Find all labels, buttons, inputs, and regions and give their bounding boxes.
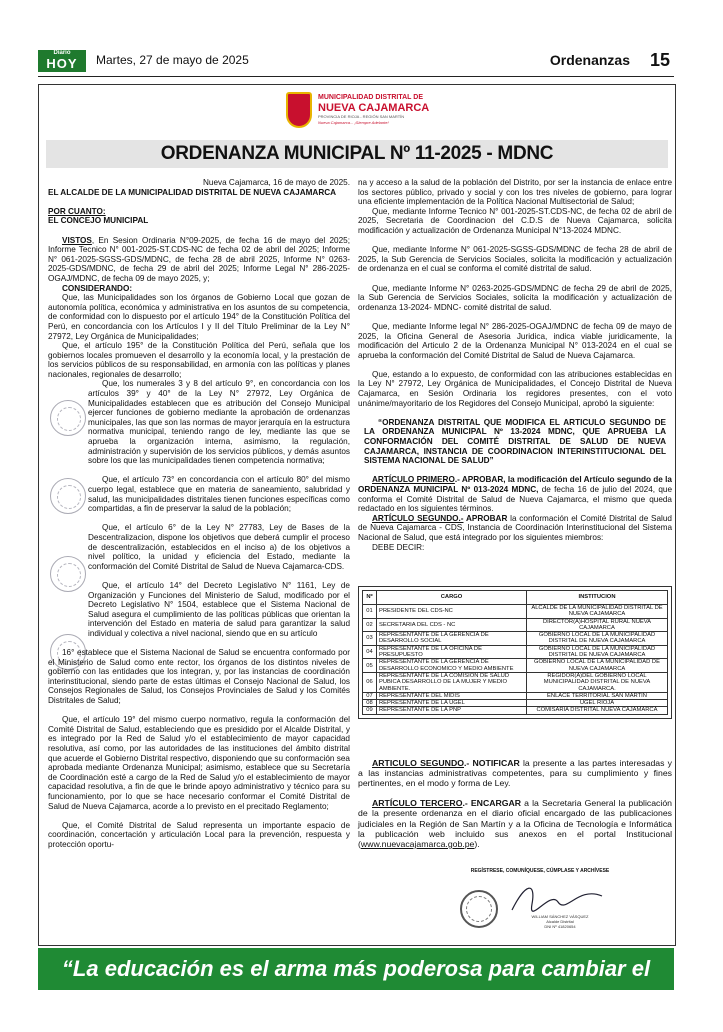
article-bold: APROBAR [463, 513, 508, 523]
paragraph: Que, las Municipalidades son los órganos de Gobierno Local que gozan de autonomía política, económica y administrativa en los asuntos de su competencia, de conformidad con lo dispuesto por el artículo 194° de la Constitución Política del Perú, en concordancia con los Artículos I y II del Título Preliminar de la Ley N° 27972, Ley Orgánica de Municipalidades; [48, 293, 350, 341]
row-institucion: ALCALDE DE LA MUNICIPALIDAD DISTRITAL DE NUEVA CAJAMARCA [527, 605, 668, 619]
table-row [363, 632, 668, 646]
page-header [38, 50, 674, 72]
article-bold: .- NOTIFICAR [464, 758, 520, 768]
row-number: 02 [363, 618, 377, 632]
table-row [363, 605, 668, 619]
article-text-end: ). [474, 839, 480, 850]
paragraph: Que, el artículo 19° del mismo cuerpo normativo, regula la conformación del Comité Distrital de Salud, estableciendo que es presidido por el Alcalde Distrital, y es integrado por la Red de Salud y/o el establecimiento de mayor capacidad resolutiva, así como, por las autoridades de las instituciones del ámbito distrital que acuerde el Gobierno Distrital respectivo, disponiendo que su conformación sea aprobada mediante Ordenanza Municipal; asimismo, establece que su Secretaría de Coordinación esté a cargo de la Red de Salud y/o el establecimiento de mayor capacidad resolutiva, a fin de que le brinde apoyo administrativo y técnico para su funcionamiento, por lo que se hace necesario conformar el Comité Distrital de Salud de Nueva Cajamarca, acorde a lo previsto en el precitado Reglamento; [48, 715, 350, 811]
row-number: 07 [363, 692, 377, 699]
signer-info [510, 914, 610, 929]
row-institucion: GOBIERNO LOCAL DE LA MUNICIPALIDAD DISTRITAL DE NUEVA CAJAMARCA [527, 632, 668, 646]
header-rule [38, 76, 674, 77]
ordinance-heading: “ORDENANZA DISTRITAL QUE MODIFICA EL ARTICULO SEGUNDO DE LA ORDENANZA MUNICIPAL Nº 13-2024 MDNC, QUE APRUEBA LA CONFORMACIÓN DEL COMITÉ DISTRITAL DE SALUD DE NUEVA CAJAMARCA, INSTANCIA DE COORDINACION INTERINSTITUCIONAL DEL SISTEMA NACIONAL DE SALUD” [364, 417, 666, 466]
paragraph: Que, mediante Informe legal N° 286-2025-OGAJ/MDNC de fecha 09 de mayo de 2025, la Oficina General de Asesoria Juridica, indica viable juridicamente, la modificación del Articulo 2 de la Ordenanza Municipal N° 013-2024 en el cual se aprueba la conformación del Comité Distrital de Salud de Nueva Cajamarca. [358, 321, 672, 360]
row-institucion: REGIDOR(A)DEL GOBIERNO LOCAL MUNICIPALIDAD DISTRITAL DE NUEVA CAJAMARCA. [527, 672, 668, 692]
newspaper-logo [38, 50, 86, 72]
paragraph: Que, mediante Informe Tecnico N° 001-2025-ST.CDS-NC, de fecha 02 de abril de 2025, Secretaria de Coordinacion del C.D.S de Nueva Cajamarca, solicita modificación y actualización de Ordenanza Municipal N°13-2024 MDNC. [358, 206, 672, 235]
row-institucion: GOBIERNO LOCAL DE LA MUNICIPALIDAD DISTRITAL DE NUEVA CAJAMARCA [527, 645, 668, 659]
row-cargo: REPRESENTANTE DE LA GERENCIA DE DESARROLLO ECONOMICO Y MEDIO AMBIENTE [377, 659, 527, 673]
table-row [363, 700, 668, 707]
paragraph: Que, mediante Informe N° 0263-2025-GDS/MDNC de fecha 29 de abril de 2025, la Sub Gerencia de Servicios Sociales, solicita la modificación y actualización de ordenanza 13-2024- MDNC- comité distrital de salud. [358, 283, 672, 312]
seal-inner [466, 896, 492, 922]
members-table-wrap [358, 586, 672, 719]
issue-date: Martes, 27 de mayo de 2025 [96, 53, 249, 67]
row-cargo: REPRESENTANTE DE LA GERENCIA DE DESARROLLO SOCIAL [377, 632, 527, 646]
logo-small-text: Diario [53, 50, 71, 56]
row-institucion: UGEL RIOJA [527, 700, 668, 707]
considerando-label: CONSIDERANDO: [62, 283, 133, 293]
row-number: 09 [363, 707, 377, 714]
paragraph: Que, los numerales 3 y 8 del artículo 9°, en concordancia con los artículos 39° y 40° de la Ley N° 27972, Ley Orgánica de Municipalidades establecen que es atribución del Consejo Municipal ejercer funciones de gobierno mediante la aprobación de ordenanzas municipales, las que son las normas de mayor jerarquía en la estructura normativa municipal, teniendo rango de ley, mediante las que se aprueba la organización interna, asimismo, la regulación, administración y supervisión de los servicios públicos, y demás asuntos sobre los que las municipalidades tienen competencia normativa; [88, 379, 350, 466]
muni-slogan: Nueva Cajamarca... ¡Siempre Adelante! [318, 120, 389, 125]
row-number: 05 [363, 659, 377, 673]
table-header: INSTITUCION [527, 591, 668, 605]
register-line: REGÍSTRESE, COMUNÍQUESE, CÚMPLASE Y ARCHÍVESE [470, 868, 610, 874]
paragraph: na y acceso a la salud de la población del Distrito, por ser la instancia de enlace entre los sectores público, privado y social y con los tres niveles de gobierno, para lograr una eficiente implementación de la Política Nacional Multisectorial de Salud; [358, 178, 672, 207]
row-number: 06 [363, 672, 377, 692]
article-text: la presente a las partes interesadas y a las instancias administrativas competentes, para su cumplimiento y fines pertinentes, en el modo y forma de Ley. [358, 758, 673, 789]
left-column [48, 178, 350, 850]
vistos-label: VISTOS [62, 235, 92, 245]
table-row [363, 672, 668, 692]
muni-line2: NUEVA CAJAMARCA [318, 102, 430, 114]
row-institucion: ENLACE TERRITORIAL SAN MARTIN [527, 692, 668, 699]
por-cuanto: POR CUANTO: [48, 206, 106, 216]
signature-icon [506, 880, 616, 916]
debe-decir: DEBE DECIR: [372, 542, 425, 552]
table-row [363, 659, 668, 673]
table-row [363, 707, 668, 714]
row-number: 04 [363, 645, 377, 659]
muni-line1: MUNICIPALIDAD DISTRITAL DE [318, 94, 423, 101]
signer-dni: DNI Nº 41820654 [544, 924, 576, 929]
place-date: Nueva Cajamarca, 16 de mayo de 2025. [202, 178, 350, 187]
muni-small: PROVINCIA DE RIOJA - REGIÓN SAN MARTÍN [318, 114, 405, 119]
paragraph: 16° establece que el Sistema Nacional de Salud se encuentra conformado por el Ministerio de Salud como ente rector, los órganos de los distintos niveles de gobierno con las entidades que los integran, y, por las instancias de coordinación interinstitucional, siendo parte de estas últimas el Consejo Nacional de Salud, los Consejos Regionales de Salud, los Consejos Provinciales de Salud y los Comités Distritales de Salud; [48, 648, 350, 706]
row-number: 03 [363, 632, 377, 646]
row-cargo: REPRESENTANTE DE LA COMISION DE SALUD PUBICA DESARROLLO DE LA MUJER Y MEDIO AMBIENTE. [377, 672, 527, 692]
signer-name: WILLIAM SÁNCHEZ VÁSQUEZ [531, 914, 589, 919]
closing-articles [358, 758, 672, 849]
vistos-text: , En Sesion Ordinaria N°09-2025, de fecha 16 de mayo del 2025; Informe Tecnico N° 001-2025-ST.CDS-NC de fecha 02 de abril del 2025; Informe N° 061-2025-SGSS-GDS/MDNC, de fecha 28 de abril 2025, Informe N° 0263-2025-GDS/MDNC, de fecha 29 de abril del 2025; Informe Legal N° 286-2025-OGAJ/MDNC, de fecha 09 de mayo 2025, y; [48, 235, 350, 283]
signature-block [440, 866, 640, 936]
row-cargo: REPRESENTANTE DE LA OFICINA DE PRESUPUESTO [377, 645, 527, 659]
row-cargo: PRESIDENTE DEL CDS-NC [377, 605, 527, 619]
mayor-line: EL ALCALDE DE LA MUNICIPALIDAD DISTRITAL DE NUEVA CAJAMARCA [48, 187, 337, 197]
paragraph: Que, el artículo 73° en concordancia con el artículo 80° del mismo cuerpo legal, establece que en materia de saneamiento, salubridad y salud, las municipalidades distritales tienen funciones específicas como compartidas, a fin de preservar la salud de la población; [88, 475, 350, 514]
logo-big-text: HOY [46, 56, 78, 71]
section-name: Ordenanzas [549, 52, 630, 68]
paragraph: Que, mediante Informe N° 061-2025-SGSS-GDS/MDNC de fecha 28 de abril de 2025, la Sub Gerencia de Servicios Sociales, solicita la modificación y actualización de ordenanza en el cual se conforma el comité distrital de salud. [358, 245, 672, 274]
row-cargo: SECRETARIA DEL CDS - NC [377, 618, 527, 632]
paragraph: Que, el artículo 14° del Decreto Legislativo N° 1161, Ley de Organización y Funciones del Ministerio de Salud, modificado por el Decreto Legislativo N° 1504, establece que el Sistema Nacional de Salud asegura el cumplimiento de las políticas públicas que orientan la intervención del Estado en materia de salud para garantizar la salud individual y colectiva a nivel nacional, siendo que en su artículo [88, 580, 350, 638]
row-cargo: REPRESENTANTE DEL MIDIS [377, 692, 527, 699]
row-institucion: GOBIERNO LOCAL DE LA MUNICIPALIDAD DE NUEVA CAJAMARCA [527, 659, 668, 673]
table-header: CARGO [377, 591, 527, 605]
article-text: a la Secretaria General la publicación de la presente ordenanza en el diario oficial encargado de las publicaciones judiciales en la Región de San Martín y a la Oficina de Tecnología e Informática la publicación web incluido sus anexos en el portal Institucional ( [358, 798, 672, 850]
page-number: 15 [649, 50, 670, 70]
right-column [358, 178, 672, 578]
article-label: ARTICULO SEGUNDO [372, 758, 464, 768]
paragraph: Que, el artículo 6° de la Ley N° 27783, Ley de Bases de la Descentralizacion, dispone los objetivos que deberá cumplir el proceso de descentralización, establecidos en el inciso a) de los objetivos a nivel político, la unidad y eficiencia del Estado, mediante la conformación del Comité Distrital de Salud de Nueva Cajamarca-CDS. [88, 523, 350, 571]
shield-icon [286, 92, 312, 128]
paragraph: Que, el Comité Distrital de Salud representa un importante espacio de coordinación, concertación y articulación Local para la prevención, respuesta y protección oportu- [48, 820, 350, 849]
article-bold: .- ENCARGAR [462, 798, 522, 809]
footer-quote: “La educación es el arma más poderosa para cambiar el mundo” [38, 948, 674, 990]
row-cargo: REPRESENTANTE DE LA PNP [377, 707, 527, 714]
article-label: ARTÍCULO TERCERO [372, 798, 463, 809]
table-row [363, 692, 668, 699]
municipality-name [318, 94, 429, 127]
row-number: 01 [363, 605, 377, 619]
row-institucion: DIRECTOR(A)HOSPITAL RURAL NUEVA CAJAMARCA [527, 618, 668, 632]
table-header: Nº [363, 591, 377, 605]
table-row [363, 645, 668, 659]
signer-role: Alcalde Distrital [546, 919, 574, 924]
article-bold: .- APROBAR, la modificación del Artículo segundo de la ORDENANZA MUNICIPAL Nº 013-2024 MDNC, [358, 475, 672, 494]
table-row [363, 618, 668, 632]
municipality-logo [286, 92, 486, 132]
website-link[interactable]: www.nuevacajamarca.gob.pe [360, 839, 475, 850]
paragraph: Que, el artículo 195° de la Constitución Política del Perú, señala que los gobiernos locales promueven el desarrollo y la economía local, y la prestación de los servicios públicos de su responsabilidad, en armonía con las políticas y planes nacionales, regionales de desarrollo; [48, 341, 350, 379]
article-text: de fecha 16 de julio del 2024, que conforma el Comité Distrital de Salud de Nueva Cajamarca, el mismo que queda redactado en los siguientes términos. [358, 485, 673, 514]
article-label: ARTÍCULO PRIMERO [372, 475, 455, 485]
article-text: la conformación el Comité Distrital de Salud de Nueva Cajamarca - CDS, Instancia de Coordinación Interinstitucional del Sistema Nacional de Salud, que está integrado por los siguientes miembros: [358, 513, 672, 542]
row-cargo: REPRESENTANTE DE LA UGEL [377, 700, 527, 707]
article-label: ARTÍCULO SEGUNDO.- [372, 513, 464, 523]
row-number: 08 [363, 700, 377, 707]
row-institucion: COMISARIA DISTRITAL NUEVA CAJAMARCA [527, 707, 668, 714]
ordinance-title: ORDENANZA MUNICIPAL Nº 11-2025 - MDNC [46, 140, 668, 168]
paragraph: Que, estando a lo expuesto, de conformidad con las atribuciones establecidas en la Ley N° 27972, Ley Orgánica de Municipalidades, el Concejo Distrital de Nueva Cajamarca, en Sesión Ordinaria los regidores presentes, con el voto unánime/mayoritario de los Regidores del Consejo Municipal, aprobó la siguiente: [358, 369, 672, 408]
members-table [362, 590, 668, 715]
concejo-line: EL CONCEJO MUNICIPAL [48, 216, 149, 226]
